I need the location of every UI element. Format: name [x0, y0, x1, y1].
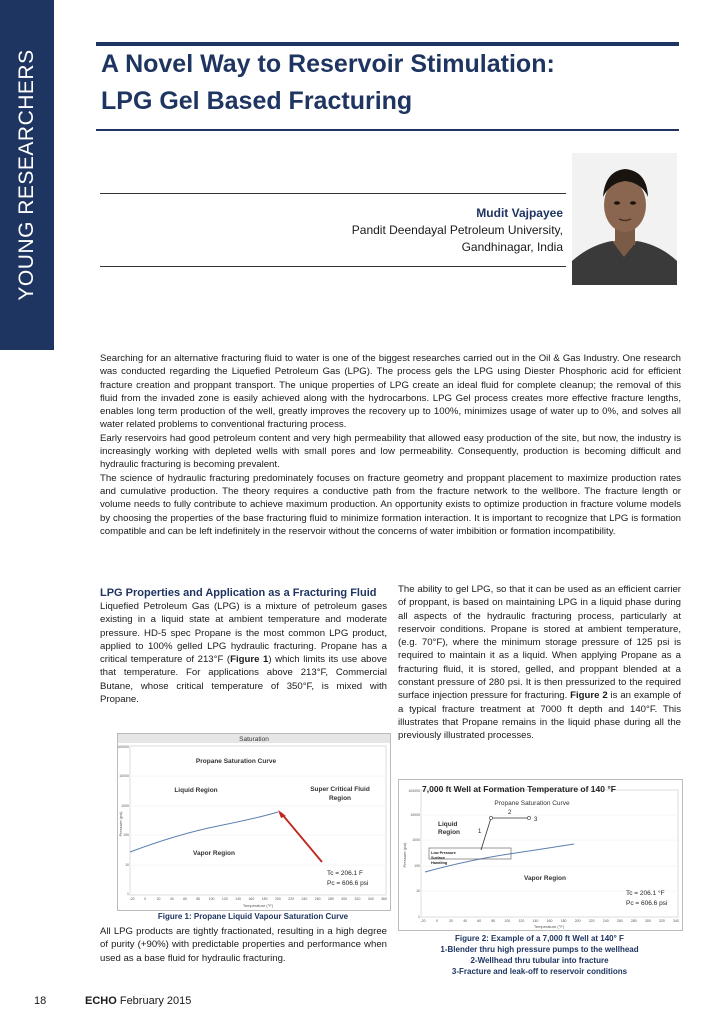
x-tick-label: 20 — [156, 897, 161, 901]
figure-2-caption-line: 3-Fracture and leak-off to reservoir conditions — [451, 967, 628, 976]
figure-1-liquid-region: Liquid Region — [174, 787, 218, 794]
figure-2-y-tick: 100 — [414, 864, 420, 868]
x-tick-label: 320 — [354, 897, 361, 901]
magazine-name: ECHO — [85, 995, 117, 1007]
figure-1-y-tick: 10 — [125, 863, 129, 867]
intro-paragraph: Early reservoirs had good petroleum content and very high permeability that allowed easy production of the site, but now, the industry is increasingly working with depleted wells with small pores and low permeability. Consequently, production is becoming difficult and hydraulic fracturing is becoming prevalent. — [100, 432, 681, 471]
figure-2-pc: Pc = 606.6 psi — [626, 900, 668, 907]
figure-2-low-pressure: Low Pressure — [431, 851, 456, 855]
x-tick-label: 240 — [602, 919, 609, 923]
left-column — [100, 586, 387, 706]
x-tick-label: 160 — [248, 897, 255, 901]
figure-2-region: Region — [438, 829, 461, 836]
right-paragraph-text-end: is an example of a typical fracture treatment at 7000 ft depth and 140°F. This illustrates that Propane remains in the liquid phase during all the previously illustrated processes. — [398, 690, 681, 742]
author-affiliation-1: Pandit Deendayal Petroleum University, — [351, 223, 563, 237]
x-tick-label: -20 — [420, 919, 426, 923]
figure-2-caption-line: Figure 2: Example of a 7,000 ft Well at 140° F — [455, 934, 624, 943]
intro-paragraph: Searching for an alternative fracturing fluid to water is one of the biggest researches carried out in the Oil & Gas Industry. One research was conducted regarding the Liquefied Petroleum Gas (LPG). The process gels the LPG using Diester Phosphoric acid for efficient fracture creation and proppant transport. The unique properties of LPG create an ideal fluid for complete cleanup; the removal of this fluid from the invaded zone is easily achieved along with the hydrocarbons. LPG Gel process creates more effective fracture lengths, enables long term production of the well, greatly improves the recovery up to 100%, minimizes usage of water up to 0%, and solves all water related problems to conventional fracturing process. — [100, 353, 681, 431]
right-paragraph — [398, 583, 681, 743]
x-tick-label: 200 — [274, 897, 281, 901]
author-affiliation-2: Gandhinagar, India — [461, 240, 563, 254]
author-portrait-image — [572, 153, 677, 285]
x-tick-label: 20 — [449, 919, 454, 923]
figure-2-caption-line: 2-Wellhead thru tubular into fracture — [470, 956, 609, 965]
x-tick-label: 340 — [367, 897, 374, 901]
x-tick-label: 220 — [588, 919, 595, 923]
figure-1-svg — [118, 734, 390, 910]
figure-1-super-critical-2: Region — [328, 795, 352, 802]
section-heading: LPG Properties and Application as a Fracturing Fluid — [100, 587, 377, 599]
x-tick-label: 280 — [630, 919, 637, 923]
x-tick-label: 360 — [381, 897, 387, 901]
x-tick-label: 180 — [261, 897, 268, 901]
x-tick-label: 260 — [616, 919, 623, 923]
intro-text — [100, 352, 681, 538]
figure-1-super-critical: Super Critical Fluid — [310, 786, 370, 793]
x-tick-label: 0 — [144, 897, 147, 901]
figure-2-caption-line: 1-Blender thru high pressure pumps to the wellhead — [440, 945, 639, 954]
x-tick-label: 240 — [301, 897, 308, 901]
title-bottom-rule — [96, 129, 679, 131]
x-tick-label: 0 — [436, 919, 439, 923]
figure-2-y-label: Pressure (psi) — [402, 842, 407, 868]
figure-2-point — [489, 816, 492, 819]
figure-1-y-tick: 100 — [123, 833, 129, 837]
article-title — [101, 46, 681, 120]
x-tick-label: 180 — [560, 919, 567, 923]
x-tick-label: 140 — [235, 897, 242, 901]
figure-2-point — [527, 816, 530, 819]
x-tick-label: 200 — [574, 919, 581, 923]
x-tick-label: 60 — [183, 897, 188, 901]
left-paragraph-2: All LPG products are tightly fractionated, resulting in a high degree of purity (+90%) with predictable properties and performance when used as a base fluid for hydraulic fracturing. — [100, 926, 387, 964]
figure-1-caption: Figure 1: Propane Liquid Vapour Saturation Curve — [157, 912, 349, 921]
author-bottom-rule — [100, 266, 566, 267]
figure-1-vapor-region: Vapor Region — [193, 850, 235, 857]
figure-2-x-label: Temperature (°F) — [533, 924, 565, 929]
figure-2-marker-3: 3 — [534, 817, 538, 823]
left-paragraph-1-text: Liquefied Petroleum Gas (LPG) is a mixture of petroleum gases existing in a liquid state at ambient temperature and moderate pressure. HD-5 spec Propane is the most common LPG product, applied to 100% gelled LPG hydraulic fracturing. Propane has a critical temperature of 213°F ( — [100, 601, 387, 666]
figure-1-reference: Figure 1 — [230, 654, 269, 666]
title-line-1: A Novel Way to Reservoir Stimulation: — [101, 50, 555, 78]
x-tick-label: 340 — [673, 919, 679, 923]
figure-2-title: 7,000 ft Well at Formation Temperature of 140 °F — [422, 784, 616, 794]
figure-2-surface: Surface — [431, 856, 445, 860]
intro-paragraph: The science of hydraulic fracturing predominately focuses on fracture geometry and proppant placement to maximize production rates and cumulative production. The theory requires a conductive path from the fracture network to the wellbore. The fracture length or volume needs to fully contribute to achieve maximum production. An opportunity exists to optimize production in fracture volume models by choosing the properties of the base fracturing fluid to minimize formation interaction. It is important to recognize that LPG is formation compatible and can be left indefinitely in the reservoir without the concerns of water imbibition or formation incompatibility. — [100, 472, 681, 537]
figure-2-curve-label: Propane Saturation Curve — [494, 800, 570, 807]
figure-1-y-tick: 1 — [127, 892, 129, 896]
section-tab — [0, 0, 54, 350]
x-tick-label: 160 — [546, 919, 553, 923]
figure-2-y-tick: 10 — [416, 889, 420, 893]
author-name: Mudit Vajpayee — [476, 206, 563, 220]
title-line-2: LPG Gel Based Fracturing — [101, 87, 413, 115]
figure-2-liquid: Liquid — [438, 821, 458, 828]
x-tick-label: -20 — [129, 897, 135, 901]
x-tick-label: 320 — [659, 919, 665, 923]
figure-2-caption — [398, 933, 681, 977]
figure-1-header: Saturation — [239, 736, 269, 743]
x-tick-label: 80 — [196, 897, 201, 901]
figure-2-svg — [399, 780, 682, 930]
section-tab-label: YOUNG RESEARCHERS — [15, 49, 38, 301]
footer-publication — [85, 995, 191, 1007]
figure-2-marker-2: 2 — [508, 810, 512, 816]
x-tick-label: 120 — [518, 919, 525, 923]
figure-1-y-label: Pressure (psi) — [118, 811, 123, 837]
issue-date: February 2015 — [119, 995, 192, 1007]
figure-2-vapor-region: Vapor Region — [524, 875, 566, 882]
x-tick-label: 100 — [208, 897, 215, 901]
x-tick-label: 120 — [221, 897, 228, 901]
author-block — [352, 205, 563, 256]
figure-1-y-tick: 10000 — [119, 774, 129, 778]
figure-2-marker-1: 1 — [478, 829, 482, 835]
x-tick-label: 220 — [288, 897, 295, 901]
figure-2-tc: Tc = 206.1 °F — [626, 890, 665, 897]
figure-2-chart — [398, 779, 683, 931]
page-number: 18 — [34, 995, 47, 1007]
left-paragraph-1 — [100, 600, 387, 706]
x-tick-label: 60 — [477, 919, 482, 923]
x-tick-label: 300 — [341, 897, 348, 901]
author-photo — [572, 153, 677, 285]
figure-2-reference: Figure 2 — [570, 690, 608, 702]
figure-2-y-tick: 1 — [418, 915, 420, 919]
figure-2-y-tick: 100000 — [408, 789, 420, 793]
x-tick-label: 80 — [491, 919, 496, 923]
figure-1-x-label: Temperature (°F) — [242, 903, 274, 908]
figure-1-pc: Pc = 606.6 psi — [327, 880, 369, 887]
figure-1-curve-label: Propane Saturation Curve — [195, 758, 277, 765]
figure-1-tc: Tc = 206.1 F — [327, 870, 363, 877]
figure-1-y-tick: 100000 — [118, 745, 129, 749]
right-paragraph-text: The ability to gel LPG, so that it can be used as an efficient carrier of proppant, is based on maintaining LPG in a liquid phase during all aspects of the hydraulic fracturing process, particularly at reservoir conditions. Propane is stored at ambient temperature, (e.g. 70°F), where the minimum storage pressure of 125 psi is required to maintain it as a liquid. When applying Propane as a fracturing fluid, it is stored, gelled, and proppant blended at a constant pressure of 280 psi. It is then pressurized to the required surface injection pressure for fracturing. — [398, 584, 681, 702]
x-tick-label: 280 — [328, 897, 334, 901]
right-column — [398, 583, 681, 743]
x-tick-label: 300 — [644, 919, 651, 923]
figure-2-handling: Handling — [431, 861, 448, 865]
figure-2-y-tick: 10000 — [410, 813, 420, 817]
left-column-continued — [100, 925, 387, 965]
x-tick-label: 100 — [504, 919, 511, 923]
left-paragraph-1-text-end: ) which limits its use above that temperature. For applications above 213°F, Commercial Butane, whose critical temperature of 350°F, is mixed with Propane. — [100, 654, 387, 706]
figure-1-chart — [117, 733, 391, 911]
author-top-rule — [100, 193, 566, 194]
figure-2-y-tick: 1000 — [412, 838, 420, 842]
x-tick-label: 260 — [314, 897, 321, 901]
x-tick-label: 140 — [532, 919, 539, 923]
x-tick-label: 40 — [169, 897, 174, 901]
figure-1-y-tick: 1000 — [121, 804, 129, 808]
x-tick-label: 40 — [463, 919, 468, 923]
